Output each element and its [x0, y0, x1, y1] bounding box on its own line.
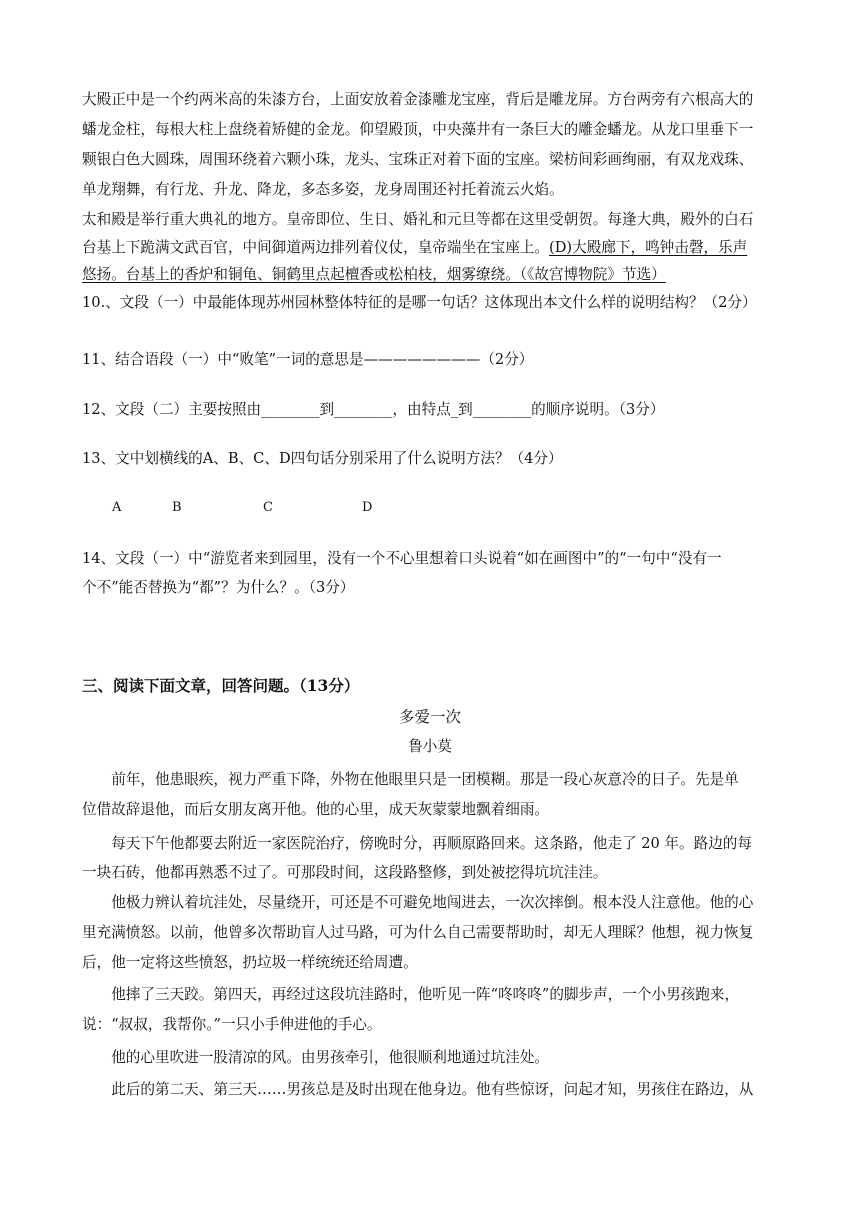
article-line: 后，他一定将这些愤怒，扔垃圾一样统统还给周遭。 — [82, 954, 418, 971]
question-14: 14、文段（一）中“游览者来到园里，没有一个不心里想着口头说着“如在画图中”的“一句中“没有一 — [82, 550, 722, 567]
passage-line: 颗银白色大圆珠，周围环绕着六颗小珠，龙头、宝珠正对着下面的宝座。梁枋间彩画绚丽，有双龙戏珠、 — [82, 151, 754, 168]
passage-text: 台基上下跪满文武百官，中间御道两边排列着仪仗，皇帝端坐在宝座上。 — [82, 239, 550, 256]
question-13: 13、文中划横线的A、B、C、D四句话分别采用了什么说明方法？（4分） — [82, 450, 563, 467]
article-line: 一块石砖，他都再熟悉不过了。可那段时间，这段路整修，到处被挖得坑坑洼洼。 — [82, 864, 608, 881]
underlined-sentence-d: (D)大殿廊下，鸣钟击磬，乐声 — [549, 239, 748, 256]
article-line: 此后的第二天、第三天……男孩总是及时出现在他身边。他有些惊讶，问起才知，男孩住在路边，从 — [82, 1081, 754, 1098]
passage-line: 单龙翔舞，有行龙、升龙、降龙，多态多姿，龙身周围还衬托着流云火焰。 — [82, 181, 564, 198]
answer-option-d: D — [362, 500, 373, 515]
answer-option-b: B — [172, 500, 182, 515]
underlined-sentence-d-continued: 悠扬。台基上的香炉和铜龟、铜鹤里点起檀香或松柏枝，烟雾缭绕。（《故宫博物院》节选） — [82, 266, 666, 283]
section-heading: 三、阅读下面文章，回答问题。（13分） — [82, 676, 360, 695]
passage-line-with-underline — [82, 238, 747, 258]
article-line: 他极力辨认着坑洼处，尽量绕开，可还是不可避免地闯进去，一次次摔倒。根本没人注意他。他的心 — [82, 894, 754, 911]
question-11: 11、结合语段（一）中“败笔”一词的意思是————————（2分） — [82, 351, 534, 368]
answer-option-a: A — [112, 500, 122, 515]
article-line: 他摔了三天跤。第四天，再经过这段坑洼路时，他听见一阵“咚咚咚”的脚步声，一个小男孩跑来， — [82, 986, 740, 1003]
article-author: 鲁小莫 — [408, 738, 452, 755]
passage-line: 蟠龙金柱，每根大柱上盘绕着矫健的金龙。仰望殿顶，中央藻井有一条巨大的雕金蟠龙。从龙口里垂下一 — [82, 121, 754, 138]
article-line: 前年，他患眼疾，视力严重下降，外物在他眼里只是一团模糊。那是一段心灰意冷的日子。先是单 — [82, 771, 739, 788]
passage-line: 太和殿是举行重大典礼的地方。皇帝即位、生日、婚礼和元旦等都在这里受朝贺。每逢大典，殿外的白石 — [82, 211, 754, 228]
question-12: 12、文段（二）主要按照由________到________，由特点_到________的顺序说明。（3分） — [82, 401, 665, 418]
question-10: 10.、文段（一）中最能体现苏州园林整体特征的是哪一句话？这体现出本文什么样的说明结构？（2分） — [82, 294, 757, 311]
article-line: 位借故辞退他，而后女朋友离开他。他的心里，成天灰蒙蒙地飘着细雨。 — [82, 801, 550, 818]
passage-line: 大殿正中是一个约两米高的朱漆方台，上面安放着金漆雕龙宝座，背后是雕龙屏。方台两旁有六根高大的 — [82, 91, 754, 108]
article-line: 里充满愤怒。以前，他曾多次帮助盲人过马路，可为什么自己需要帮助时，却无人理睬？他想，视力恢复 — [82, 924, 754, 941]
article-line: 每天下午他都要去附近一家医院治疗，傍晚时分，再顺原路回来。这条路，他走了 20 年。路边的每 — [82, 835, 752, 852]
article-title: 多爱一次 — [398, 708, 461, 726]
article-line: 说：“叔叔，我帮你。”一只小手伸进他的手心。 — [82, 1016, 382, 1033]
answer-option-c: C — [263, 500, 273, 515]
article-line: 他的心里吹进一股清凉的风。由男孩牵引，他很顺利地通过坑洼处。 — [82, 1049, 550, 1066]
question-14-continued: 个不”能否替换为“都”？为什么？。（3分） — [82, 579, 355, 596]
